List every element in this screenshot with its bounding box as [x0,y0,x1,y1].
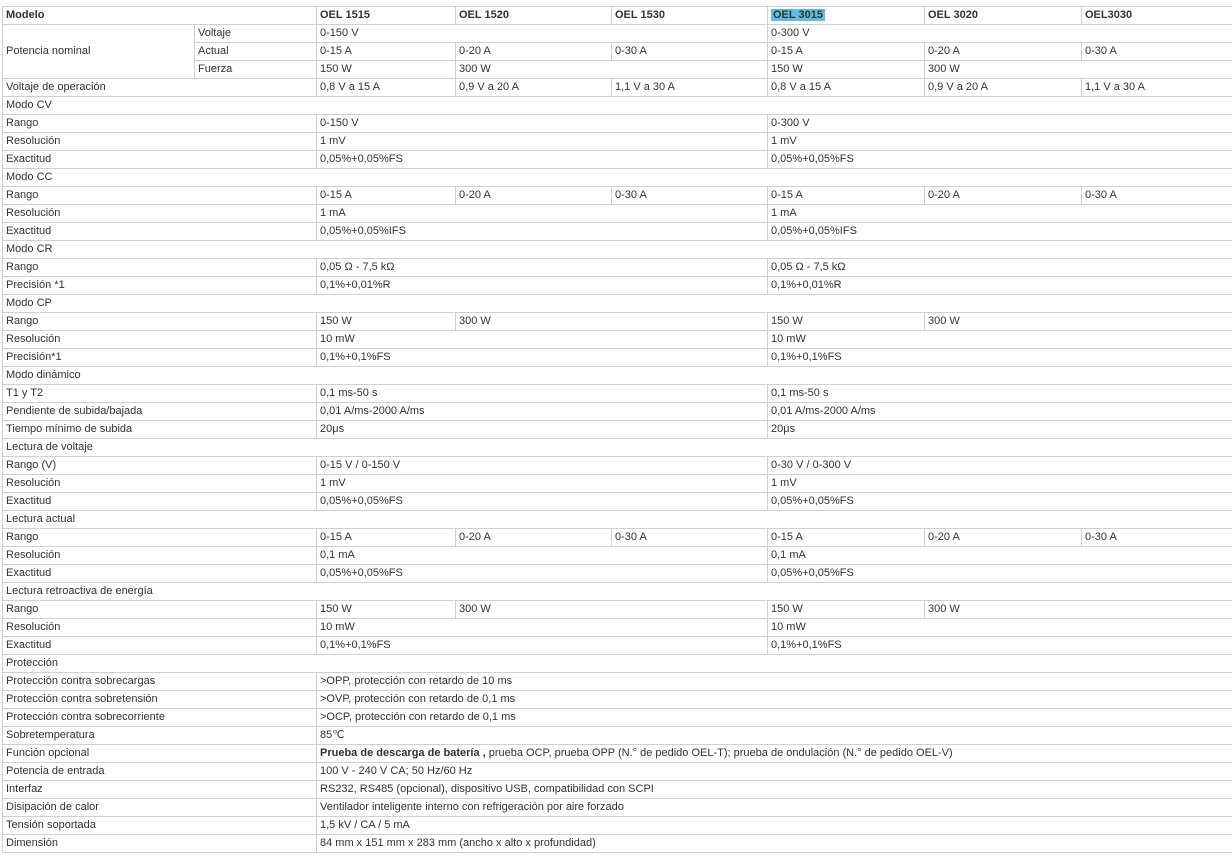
row-label: Función opcional [3,745,317,763]
funcion-cell [317,745,1232,763]
cell: 0-20 A [925,529,1082,547]
table-row [3,637,1232,655]
cell: RS232, RS485 (opcional), dispositivo USB, compatibilidad con SCPI [317,781,1232,799]
cell: 1 mA [317,205,768,223]
table-row [3,493,1232,511]
row-label: Exactitud [3,637,317,655]
cell: 0,1 mA [768,547,1232,565]
cell: 0,1%+0,01%R [768,277,1232,295]
table-row [3,349,1232,367]
cell: >OVP, protección con retardo de 0,1 ms [317,691,1232,709]
cell: >OPP, protección con retardo de 10 ms [317,673,1232,691]
table-row [3,745,1232,763]
row-label: Rango [3,313,317,331]
section-row [3,583,1232,601]
cell: 0-30 A [612,43,768,61]
row-label: Pendiente de subida/bajada [3,403,317,421]
potencia-label: Potencia nominal [3,25,195,79]
cell: 10 mW [317,331,768,349]
cell: 1 mA [768,205,1232,223]
header-row [3,7,1232,25]
cell: 0,9 V a 20 A [456,79,612,97]
cell: Ventilador inteligente interno con refrigeración por aire forzado [317,799,1232,817]
cell: 150 W [317,601,456,619]
cell: 150 W [768,313,925,331]
cell: 0,05%+0,05%FS [317,151,768,169]
cell: 0-30 A [612,187,768,205]
modelo-header: Modelo [3,7,317,25]
cell: 0-30 A [612,529,768,547]
table-row [3,187,1232,205]
row-label: Fuerza [195,61,317,79]
section-row [3,295,1232,313]
cell: 0-30 A [1082,187,1232,205]
row-label: Tensión soportada [3,817,317,835]
table-row [3,781,1232,799]
row-label: Interfaz [3,781,317,799]
cell: 1 mV [768,133,1232,151]
cell: 1,5 kV / CA / 5 mA [317,817,1232,835]
row-label: Exactitud [3,493,317,511]
table-row [3,331,1232,349]
cell: 150 W [317,313,456,331]
row-label: Resolución [3,205,317,223]
table-row [3,709,1232,727]
table-row [3,277,1232,295]
table-row [3,547,1232,565]
cell: 0-15 A [768,187,925,205]
table-row [3,205,1232,223]
cell: 0,05%+0,05%FS [317,493,768,511]
table-row [3,313,1232,331]
model-oel3020: OEL 3020 [925,7,1082,25]
cell: 1 mV [317,475,768,493]
cell: 0,05%+0,05%IFS [317,223,768,241]
cell: 0,05 Ω - 7,5 kΩ [768,259,1232,277]
section-title: Protección [3,655,1232,673]
row-label: Resolución [3,619,317,637]
row-label: Rango (V) [3,457,317,475]
funcion-bold: Prueba de descarga de batería , [320,747,486,759]
row-label: Exactitud [3,151,317,169]
cell: 1 mV [768,475,1232,493]
section-title: Lectura actual [3,511,1232,529]
table-row [3,223,1232,241]
row-label: Rango [3,529,317,547]
cell: 0,1%+0,1%FS [317,637,768,655]
model-oel3015-highlight: OEL 3015 [773,9,823,21]
cell: 0-150 V [317,25,768,43]
section-title: Modo CV [3,97,1232,115]
cell: 84 mm x 151 mm x 283 mm (ancho x alto x profundidad) [317,835,1232,853]
section-title: Lectura retroactiva de energía [3,583,1232,601]
cell: 300 W [456,61,768,79]
cell: 0,1%+0,1%FS [768,349,1232,367]
cell: 0-20 A [925,43,1082,61]
row-label: Dimensión [3,835,317,853]
row-label: Rango [3,601,317,619]
cell: 300 W [925,61,1232,79]
cell: 0-150 V [317,115,768,133]
cell: 100 V - 240 V CA; 50 Hz/60 Hz [317,763,1232,781]
cell: 0,05%+0,05%FS [768,151,1232,169]
row-label: Actual [195,43,317,61]
cell: 0-20 A [456,43,612,61]
cell: 300 W [925,313,1232,331]
cell: 0,1%+0,1%FS [317,349,768,367]
cell: 0,01 A/ms-2000 A/ms [317,403,768,421]
cell: 0-300 V [768,25,1232,43]
section-row [3,169,1232,187]
cell: 0-15 A [317,529,456,547]
row-label: Disipación de calor [3,799,317,817]
cell: 0,1 ms-50 s [768,385,1232,403]
table-row [3,817,1232,835]
cell: 0-15 V / 0-150 V [317,457,768,475]
section-row [3,241,1232,259]
cell: 0,05 Ω - 7,5 kΩ [317,259,768,277]
cell: 150 W [317,61,456,79]
table-row [3,763,1232,781]
section-title: Modo dinámico [3,367,1232,385]
cell: 0-20 A [925,187,1082,205]
model-oel1515: OEL 1515 [317,7,456,25]
row-label: Resolución [3,475,317,493]
table-row [3,25,1232,43]
row-label: Rango [3,115,317,133]
cell: 10 mW [317,619,768,637]
table-row [3,79,1232,97]
cell: 0-15 A [768,43,925,61]
spec-table [2,6,1232,853]
cell: 20μs [768,421,1232,439]
cell: 0,01 A/ms-2000 A/ms [768,403,1232,421]
cell: 0-15 A [768,529,925,547]
funcion-rest: prueba OCP, prueba OPP (N.° de pedido OEL-T); prueba de ondulación (N.° de pedido OEL-V) [485,747,953,759]
section-title: Modo CR [3,241,1232,259]
cell: 0-30 A [1082,43,1232,61]
row-label: Voltaje [195,25,317,43]
row-label: Voltaje de operación [3,79,317,97]
cell: 0-20 A [456,187,612,205]
table-row [3,151,1232,169]
table-row [3,727,1232,745]
table-row [3,619,1232,637]
cell: 20μs [317,421,768,439]
cell: 150 W [768,61,925,79]
cell: 300 W [456,313,768,331]
cell: 0-30 V / 0-300 V [768,457,1232,475]
row-label: T1 y T2 [3,385,317,403]
row-label: Resolución [3,331,317,349]
table-row [3,385,1232,403]
table-row [3,529,1232,547]
row-label: Tiempo mínimo de subida [3,421,317,439]
cell: 300 W [456,601,768,619]
cell: 0,9 V a 20 A [925,79,1082,97]
section-title: Modo CC [3,169,1232,187]
table-row [3,115,1232,133]
cell: 85℃ [317,727,1232,745]
section-row [3,439,1232,457]
section-title: Lectura de voltaje [3,439,1232,457]
row-label: Protección contra sobrecorriente [3,709,317,727]
table-row [3,565,1232,583]
cell: 300 W [925,601,1232,619]
table-row [3,799,1232,817]
model-oel3030: OEL3030 [1082,7,1232,25]
table-row [3,691,1232,709]
cell: 0-15 A [317,187,456,205]
row-label: Precisión *1 [3,277,317,295]
cell: 0,1%+0,01%R [317,277,768,295]
cell: 0-15 A [317,43,456,61]
table-row [3,475,1232,493]
cell: 150 W [768,601,925,619]
cell: 0,1 mA [317,547,768,565]
row-label: Protección contra sobretensión [3,691,317,709]
cell: 10 mW [768,331,1232,349]
table-row [3,259,1232,277]
table-row [3,673,1232,691]
table-row [3,457,1232,475]
cell: 1,1 V a 30 A [1082,79,1232,97]
section-row [3,511,1232,529]
model-oel1520: OEL 1520 [456,7,612,25]
row-label: Resolución [3,133,317,151]
cell: >OCP, protección con retardo de 0,1 ms [317,709,1232,727]
cell: 0,05%+0,05%FS [768,493,1232,511]
cell: 1,1 V a 30 A [612,79,768,97]
section-title: Modo CP [3,295,1232,313]
cell: 0,05%+0,05%IFS [768,223,1232,241]
cell: 0,05%+0,05%FS [317,565,768,583]
row-label: Exactitud [3,565,317,583]
cell: 0,05%+0,05%FS [768,565,1232,583]
cell: 0-30 A [1082,529,1232,547]
row-label: Rango [3,187,317,205]
cell: 0,1 ms-50 s [317,385,768,403]
table-row [3,835,1232,853]
cell: 10 mW [768,619,1232,637]
table-row [3,403,1232,421]
row-label: Potencia de entrada [3,763,317,781]
row-label: Protección contra sobrecargas [3,673,317,691]
table-row [3,421,1232,439]
cell: 0,1%+0,1%FS [768,637,1232,655]
cell: 0,8 V a 15 A [768,79,925,97]
section-row [3,367,1232,385]
row-label: Sobretemperatura [3,727,317,745]
model-oel3015 [768,7,925,25]
section-row [3,655,1232,673]
model-oel1530: OEL 1530 [612,7,768,25]
cell: 1 mV [317,133,768,151]
row-label: Rango [3,259,317,277]
section-row [3,97,1232,115]
row-label: Exactitud [3,223,317,241]
table-row [3,601,1232,619]
table-row [3,133,1232,151]
row-label: Resolución [3,547,317,565]
cell: 0-20 A [456,529,612,547]
row-label: Precisión*1 [3,349,317,367]
cell: 0-300 V [768,115,1232,133]
cell: 0,8 V a 15 A [317,79,456,97]
